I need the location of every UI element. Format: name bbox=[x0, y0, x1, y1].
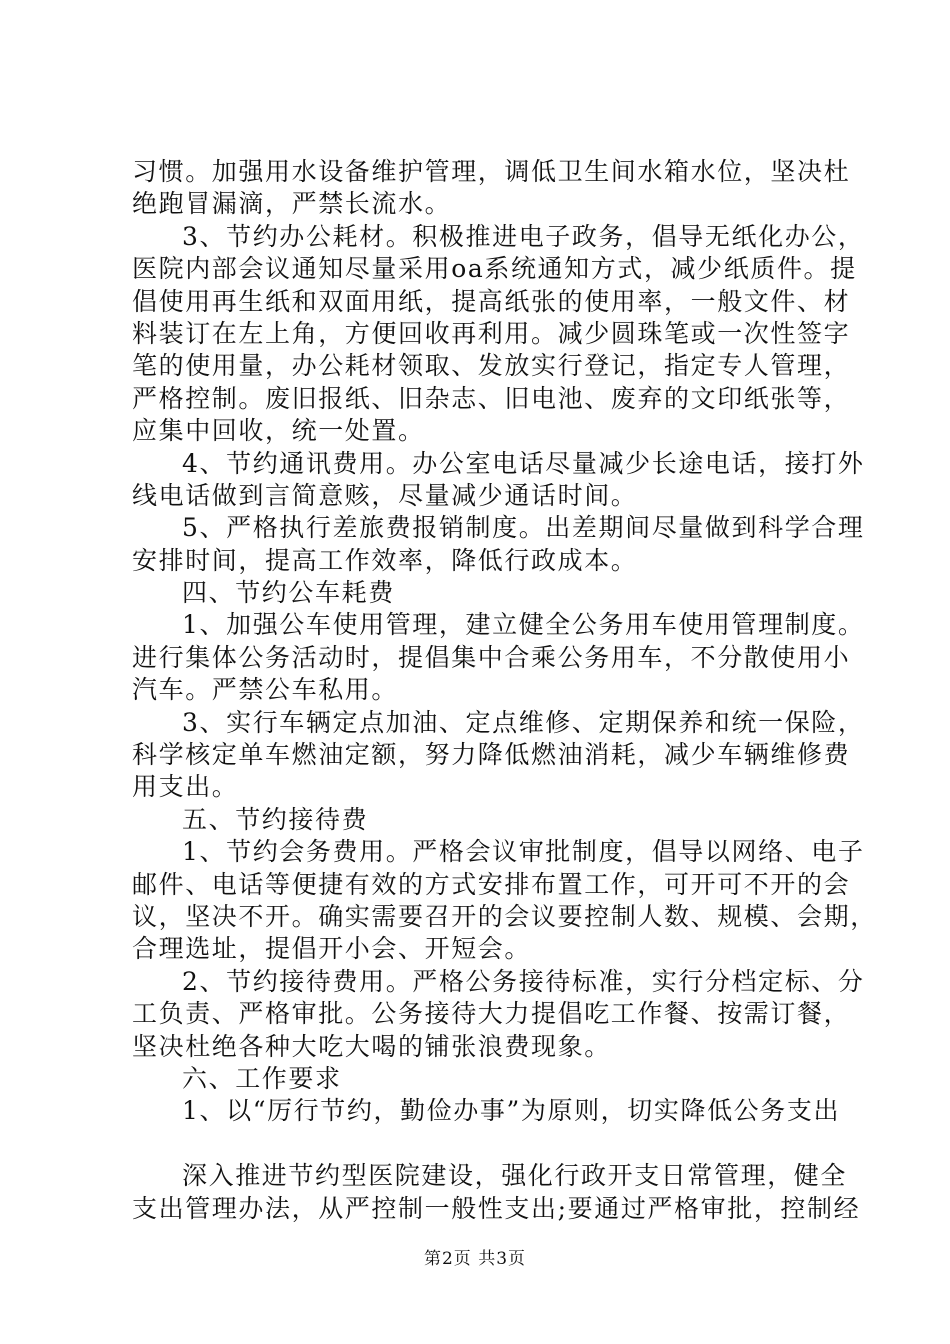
paragraph-start: 3、实行车辆定点加油、定点维修、定期保养和统一保险， bbox=[182, 707, 865, 737]
text-line: 进行集体公务活动时，提倡集中合乘公务用车，不分散使用小 bbox=[132, 642, 851, 672]
text-line: 倡使用再生纸和双面用纸，提高纸张的使用率，一般文件、材 bbox=[132, 286, 851, 316]
document-body bbox=[132, 156, 877, 1225]
paragraph-start: 1、加强公车使用管理，建立健全公务用车使用管理制度。 bbox=[182, 610, 865, 640]
page-footer: 第2页 共3页 bbox=[423, 1249, 527, 1269]
text-line: 邮件、电话等便捷有效的方式安排布置工作，可开可不开的会 bbox=[132, 869, 851, 899]
text-line: 用支出。 bbox=[132, 772, 239, 802]
paragraph-start: 4、节约通讯费用。办公室电话尽量减少长途电话，接打外 bbox=[182, 448, 865, 478]
text-line: 线电话做到言简意赅，尽量减少通话时间。 bbox=[132, 480, 638, 510]
paragraph-start: 2、节约接待费用。严格公务接待标准，实行分档定标、分 bbox=[182, 966, 865, 996]
text-line: 支出管理办法，从严控制一般性支出;要通过严格审批，控制经 bbox=[132, 1193, 861, 1223]
section-heading: 四、节约公车耗费 bbox=[182, 578, 395, 608]
paragraph-start: 5、严格执行差旅费报销制度。出差期间尽量做到科学合理 bbox=[182, 513, 865, 543]
text-line: 安排时间，提高工作效率，降低行政成本。 bbox=[132, 545, 638, 575]
paragraph-start: 3、节约办公耗材。积极推进电子政务，倡导无纸化办公， bbox=[182, 221, 865, 251]
text-line: 应集中回收，统一处置。 bbox=[132, 416, 425, 446]
text-line: 坚决杜绝各种大吃大喝的铺张浪费现象。 bbox=[132, 1031, 611, 1061]
paragraph-gap bbox=[132, 1128, 837, 1160]
text-line: 绝跑冒漏滴，严禁长流水。 bbox=[132, 189, 452, 219]
paragraph-start: 深入推进节约型医院建设，强化行政开支日常管理，健全 bbox=[182, 1161, 848, 1191]
section-heading: 六、工作要求 bbox=[182, 1063, 342, 1093]
text-line: 笔的使用量，办公耗材领取、发放实行登记，指定专人管理， bbox=[132, 351, 851, 381]
text-line: 汽车。严禁公车私用。 bbox=[132, 675, 399, 705]
section-heading: 五、节约接待费 bbox=[182, 804, 369, 834]
text-line: 合理选址，提倡开小会、开短会。 bbox=[132, 934, 532, 964]
text-line: 料装订在左上角，方便回收再利用。减少圆珠笔或一次性签字 bbox=[132, 318, 851, 348]
text-line: 科学核定单车燃油定额，努力降低燃油消耗，减少车辆维修费 bbox=[132, 740, 851, 770]
text-line: 医院内部会议通知尽量采用oa系统通知方式，减少纸质件。提 bbox=[132, 254, 857, 284]
text-line: 议，坚决不开。确实需要召开的会议要控制人数、规模、会期， bbox=[132, 901, 877, 931]
paragraph-start: 1、以“厉行节约，勤俭办事”为原则，切实降低公务支出 bbox=[182, 1096, 841, 1126]
text-line: 严格控制。废旧报纸、旧杂志、旧电池、废弃的文印纸张等， bbox=[132, 383, 851, 413]
text-line: 工负责、严格审批。公务接待大力提倡吃工作餐、按需订餐， bbox=[132, 999, 851, 1029]
text-line: 习惯。加强用水设备维护管理，调低卫生间水箱水位，坚决杜 bbox=[132, 157, 851, 186]
paragraph-start: 1、节约会务费用。严格会议审批制度，倡导以网络、电子 bbox=[182, 837, 865, 867]
